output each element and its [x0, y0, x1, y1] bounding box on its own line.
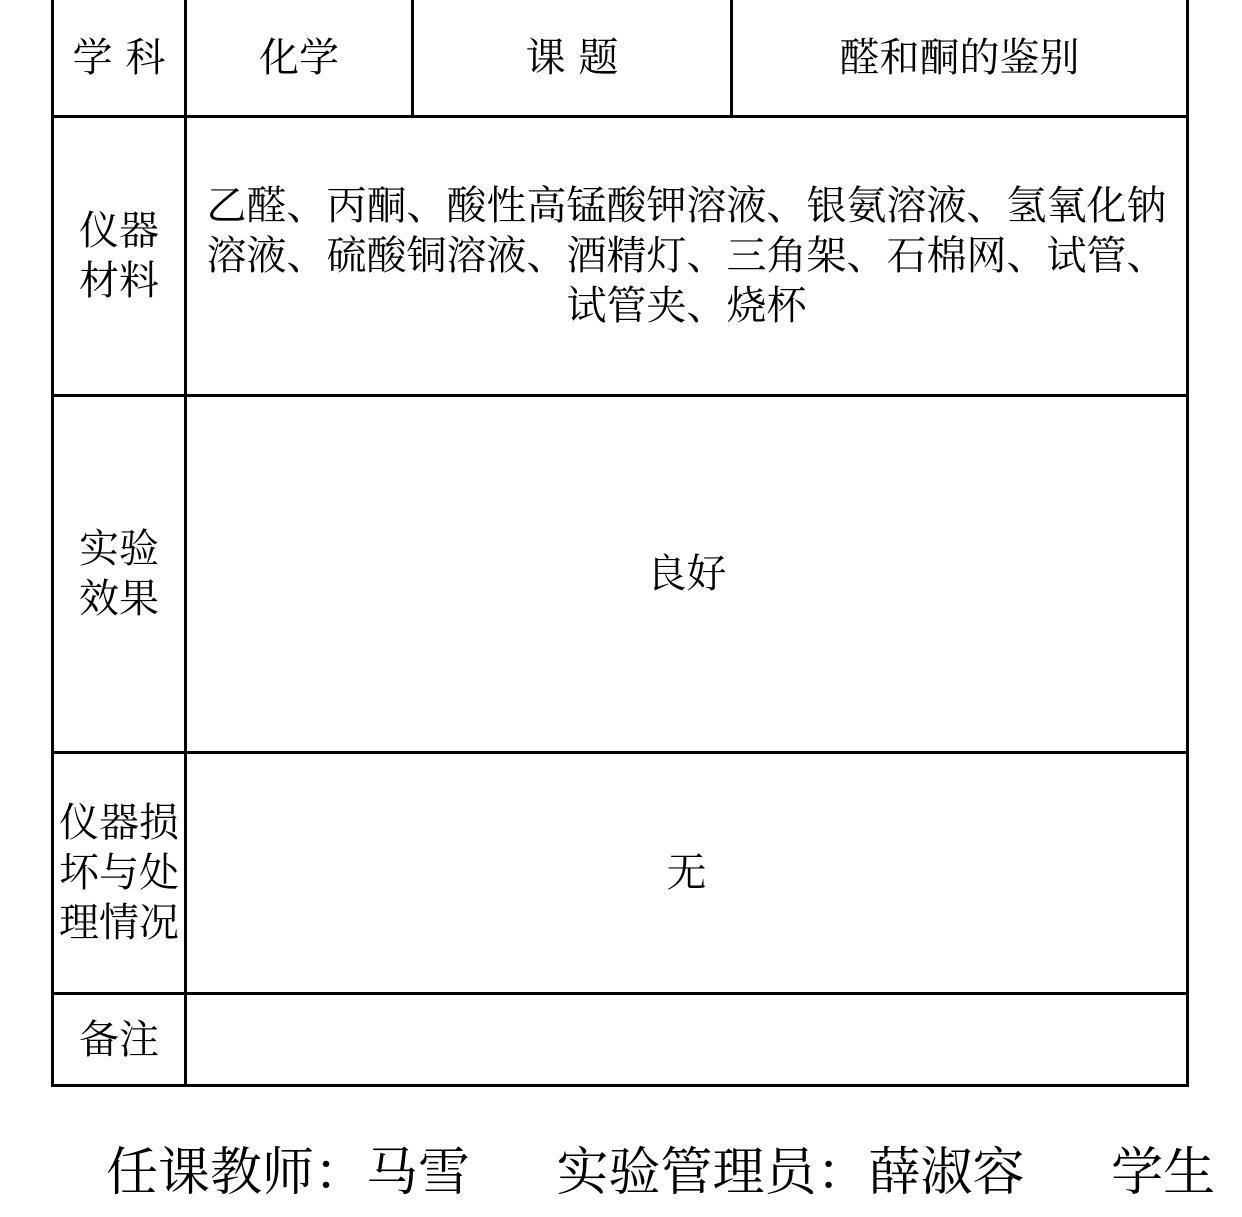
subject-label-cell [54, 0, 184, 115]
experiment-record-table [51, 0, 1189, 1087]
damage-value-cell [187, 754, 1186, 992]
subject-value-cell [187, 0, 411, 115]
remarks-value-cell [187, 995, 1186, 1084]
effect-label-cell [54, 397, 184, 751]
materials-label-cell [54, 118, 184, 394]
subject-value: 化学 [259, 34, 339, 81]
topic-value-cell [733, 0, 1186, 115]
signature-line [0, 1140, 1242, 1206]
effect-value-cell [187, 397, 1186, 751]
damage-value: 无 [666, 850, 707, 896]
materials-value: 乙醛、丙酮、酸性高锰酸钾溶液、银氨溶液、氢氧化钠溶液、硫酸铜溶液、酒精灯、三角架、石棉网、试管、试管夹、烧杯 [206, 183, 1167, 329]
materials-label: 仪器材料 [79, 208, 159, 304]
remarks-label: 备注 [79, 1016, 159, 1063]
topic-label-cell [414, 0, 730, 115]
subject-label: 学 科 [72, 34, 166, 81]
materials-value-cell [187, 118, 1186, 394]
manager-signature: 实验管理员：薛淑容 [556, 1143, 1025, 1203]
topic-label: 课 题 [525, 34, 619, 81]
student-signature: 学生 [1111, 1143, 1216, 1203]
damage-label-cell [54, 754, 184, 992]
effect-label: 实验效果 [79, 526, 159, 622]
remarks-label-cell [54, 995, 184, 1084]
effect-value: 良好 [646, 551, 727, 597]
topic-value: 醛和酮的鉴别 [839, 34, 1080, 81]
teacher-signature: 任课教师：马雪 [106, 1143, 471, 1203]
damage-label: 仪器损坏与处理情况 [59, 800, 179, 946]
